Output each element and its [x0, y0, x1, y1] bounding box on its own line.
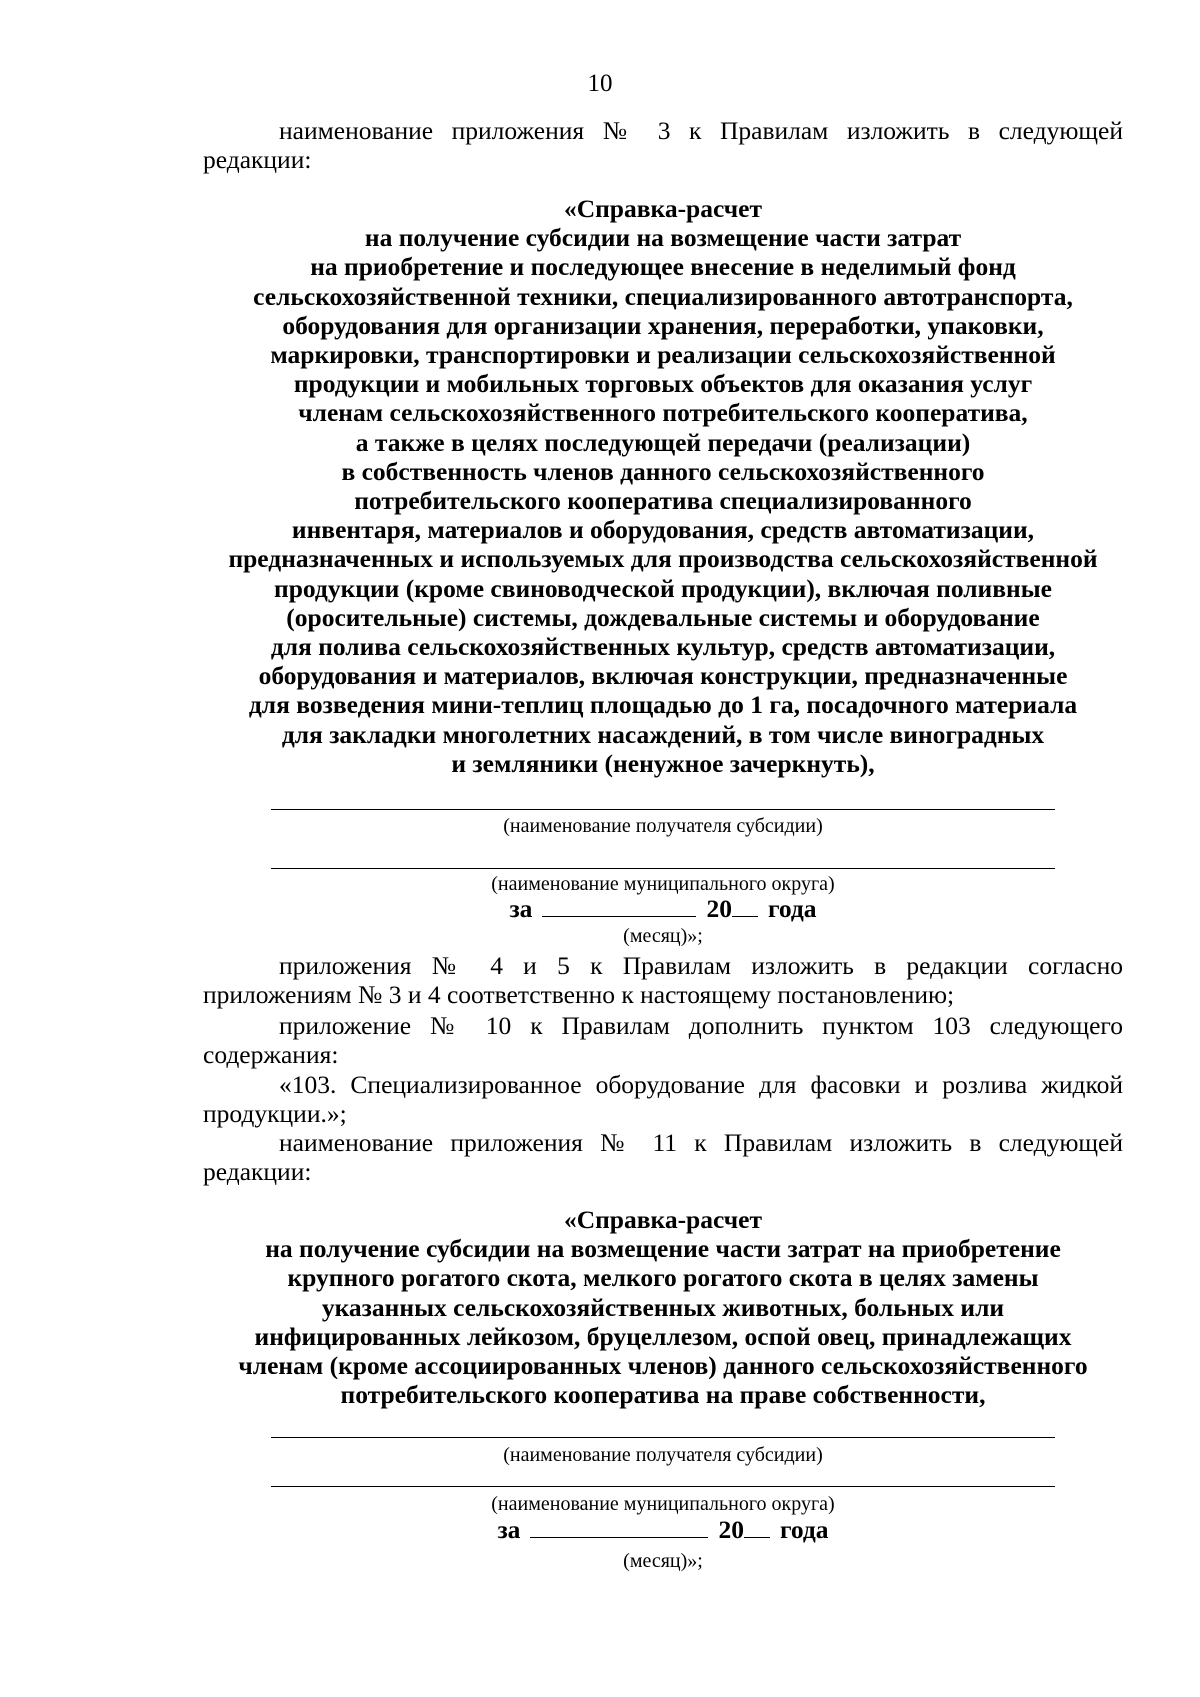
district-caption: (наименование муниципального округа): [491, 873, 835, 895]
title-line: указанных сельскохозяйственных животных, больных или: [321, 1292, 1005, 1322]
certificate-title-1: [150, 194, 1176, 778]
month-caption: (месяц)»;: [623, 925, 703, 947]
title-line: и земляники (ненужное зачеркнуть),: [451, 748, 875, 778]
paragraph-appendices-4-5: приложения № 4 и 5 к Правилам изложить в редакции согласно приложениям № 3 и 4 соответственно к настоящему постановлению;: [203, 951, 1123, 1009]
certificate-title-2: [150, 1205, 1176, 1409]
title-line: сельскохозяйственной техники, специализированного автотранспорта,: [253, 281, 1073, 311]
period-row: [0, 894, 1200, 923]
month-caption: (месяц)»;: [623, 1550, 703, 1572]
title-line: на приобретение и последующее внесение в неделимый фонд: [310, 252, 1016, 282]
period-row: [0, 1515, 1200, 1544]
month-blank: [542, 894, 696, 917]
title-line: для полива сельскохозяйственных культур, средств автоматизации,: [270, 632, 1056, 662]
paragraph-appendix-10: приложение № 10 к Правилам дополнить пунктом 103 следующего содержания:: [203, 1011, 1123, 1069]
title-line: в собственность членов данного сельскохозяйственного: [341, 456, 985, 486]
year-prefix: 20: [706, 894, 732, 923]
title-line: на получение субсидии на возмещение части затрат: [364, 223, 962, 253]
title-line: оборудования для организации хранения, переработки, упаковки,: [282, 310, 1044, 340]
month-blank: [530, 1515, 708, 1538]
title-line: крупного рогатого скота, мелкого рогатого скота в целях замены: [287, 1263, 1039, 1293]
title-line: для возведения мини-теплиц площадью до 1 га, посадочного материала: [248, 690, 1078, 720]
title-line: (оросительные) системы, дождевальные системы и оборудование: [286, 602, 1040, 632]
title-line: оборудования и материалов, включая конструкции, предназначенные: [258, 661, 1068, 691]
district-caption: (наименование муниципального округа): [491, 1493, 835, 1515]
za-label: за: [509, 894, 533, 923]
year-blank: [732, 894, 758, 917]
year-word: года: [779, 1515, 829, 1544]
recipient-name-line: [271, 809, 1055, 810]
title-line: членам (кроме ассоциированных членов) данного сельскохозяйственного: [238, 1351, 1088, 1381]
year-word: года: [767, 894, 817, 923]
title-line: членам сельскохозяйственного потребительского кооператива,: [298, 398, 1028, 428]
year-blank: [744, 1515, 770, 1538]
title-line: маркировки, транспортировки и реализации сельскохозяйственной: [270, 340, 1056, 370]
title-line: потребительского кооператива на праве собственности,: [340, 1380, 986, 1410]
title-line: для закладки многолетних насаждений, в том числе виноградных: [281, 719, 1045, 749]
title-line: предназначенных и используемых для производства сельскохозяйственной: [228, 544, 1098, 574]
title-line: инфицированных лейкозом, бруцеллезом, оспой овец, принадлежащих: [254, 1321, 1072, 1351]
title-line: потребительского кооператива специализированного: [354, 486, 972, 516]
district-name-line: [271, 1486, 1055, 1487]
paragraph-item-103: «103. Специализированное оборудование для фасовки и розлива жидкой продукции.»;: [203, 1070, 1123, 1128]
recipient-caption: (наименование получателя субсидии): [503, 815, 823, 837]
title-line: инвентаря, материалов и оборудования, средств автоматизации,: [291, 515, 1035, 545]
recipient-name-line: [271, 1437, 1055, 1438]
title-line: «Справка-расчет: [563, 1205, 763, 1234]
title-line: «Справка-расчет: [563, 194, 763, 223]
paragraph-appendix-11-name: наименование приложения № 11 к Правилам изложить в следующей редакции:: [203, 1128, 1123, 1186]
district-name-line: [271, 868, 1055, 869]
title-line: а также в целях последующей передачи (реализации): [355, 427, 971, 457]
recipient-caption: (наименование получателя субсидии): [503, 1444, 823, 1466]
title-line: на получение субсидии на возмещение части затрат на приобретение: [265, 1234, 1061, 1264]
paragraph-appendix-3-name: наименование приложения № 3 к Правилам изложить в следующей редакции:: [203, 116, 1123, 174]
year-prefix: 20: [718, 1515, 744, 1544]
page-number: 10: [587, 70, 613, 97]
za-label: за: [497, 1515, 521, 1544]
title-line: продукции и мобильных торговых объектов для оказания услуг: [293, 369, 1033, 399]
title-line: продукции (кроме свиноводческой продукции), включая поливные: [274, 573, 1052, 603]
